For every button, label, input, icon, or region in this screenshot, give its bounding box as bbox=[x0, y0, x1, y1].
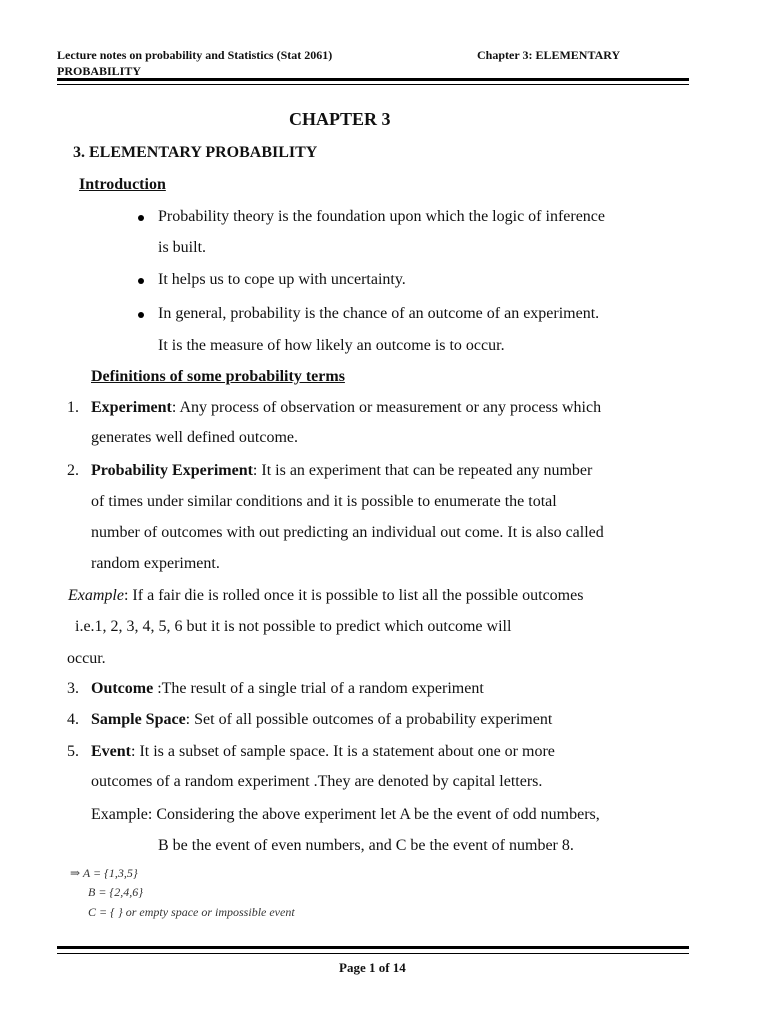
header-rule-thick bbox=[57, 78, 689, 81]
section-title: 3. ELEMENTARY PROBABILITY bbox=[73, 144, 318, 161]
intro-bullet-1: Probability theory is the foundation upon which the logic of inference bbox=[158, 208, 605, 225]
example-label: Example bbox=[68, 587, 124, 604]
footer-rule-thin bbox=[57, 953, 689, 954]
definition-text-cont: outcomes of a random experiment .They are denoted by capital letters. bbox=[91, 773, 543, 790]
definition-term: Sample Space bbox=[91, 711, 186, 728]
definition-number: 2. bbox=[67, 462, 79, 479]
example-events-cont: B be the event of even numbers, and C be the event of number 8. bbox=[158, 837, 574, 854]
bullet-marker bbox=[138, 312, 144, 318]
intro-bullet-1-cont: is built. bbox=[158, 239, 207, 256]
definition-text-cont: generates well defined outcome. bbox=[91, 429, 299, 446]
definition-term: Probability Experiment bbox=[91, 462, 253, 479]
math-set-b: B = {2,4,6} bbox=[88, 885, 144, 899]
definition-probability-experiment bbox=[91, 462, 592, 480]
definition-text: : It is a subset of sample space. It is a statement about one or more bbox=[131, 743, 555, 760]
bullet-marker bbox=[138, 278, 144, 284]
definition-text: :The result of a single trial of a random experiment bbox=[153, 680, 484, 697]
example-text-cont: i.e.1, 2, 3, 4, 5, 6 but it is not possible to predict which outcome will bbox=[75, 618, 512, 635]
bullet-marker bbox=[138, 215, 144, 221]
example-text-cont: occur. bbox=[67, 650, 106, 667]
definitions-heading: Definitions of some probability terms bbox=[91, 368, 345, 385]
definition-term: Event bbox=[91, 743, 131, 760]
header-rule-thin bbox=[57, 84, 689, 85]
intro-bullet-3-cont: It is the measure of how likely an outcome is to occur. bbox=[158, 337, 505, 354]
intro-heading: Introduction bbox=[79, 176, 166, 193]
definition-experiment bbox=[91, 399, 601, 417]
header-title: Lecture notes on probability and Statistics (Stat 2061) bbox=[57, 48, 333, 62]
math-set-c: C = { } or empty space or impossible event bbox=[88, 905, 295, 919]
intro-bullet-3: In general, probability is the chance of an outcome of an experiment. bbox=[158, 305, 600, 322]
definition-text: : Any process of observation or measurement or any process which bbox=[171, 399, 602, 416]
example-events: Example: Considering the above experiment let A be the event of odd numbers, bbox=[91, 806, 600, 823]
header-title-continued: PROBABILITY bbox=[57, 64, 142, 78]
example-die bbox=[68, 587, 583, 605]
math-set-a bbox=[70, 866, 138, 881]
intro-bullet-2: It helps us to cope up with uncertainty. bbox=[158, 271, 406, 288]
definition-text-cont: of times under similar conditions and it is possible to enumerate the total bbox=[91, 493, 557, 510]
definition-text: : Set of all possible outcomes of a probability experiment bbox=[185, 711, 553, 728]
definition-outcome bbox=[91, 680, 484, 698]
definition-number: 4. bbox=[67, 711, 79, 728]
definition-event bbox=[91, 743, 555, 761]
definition-text-cont: random experiment. bbox=[91, 555, 220, 572]
definition-sample-space bbox=[91, 711, 552, 729]
header-chapter: Chapter 3: ELEMENTARY bbox=[477, 48, 621, 62]
definition-number: 1. bbox=[67, 399, 79, 416]
definition-number: 5. bbox=[67, 743, 79, 760]
page-number: Page 1 of 14 bbox=[339, 960, 406, 975]
implies-symbol: ⇒ bbox=[70, 866, 81, 880]
definition-term: Outcome bbox=[91, 680, 154, 697]
footer-rule-thick bbox=[57, 946, 689, 949]
definition-term: Experiment bbox=[91, 399, 172, 416]
chapter-title: CHAPTER 3 bbox=[289, 109, 391, 129]
definition-number: 3. bbox=[67, 680, 79, 697]
example-text: : If a fair die is rolled once it is possible to list all the possible outcomes bbox=[123, 587, 584, 604]
math-set-a-text: A = {1,3,5} bbox=[82, 866, 138, 880]
definition-text-cont: number of outcomes with out predicting an individual out come. It is also called bbox=[91, 524, 604, 541]
definition-text: : It is an experiment that can be repeated any number bbox=[252, 462, 593, 479]
